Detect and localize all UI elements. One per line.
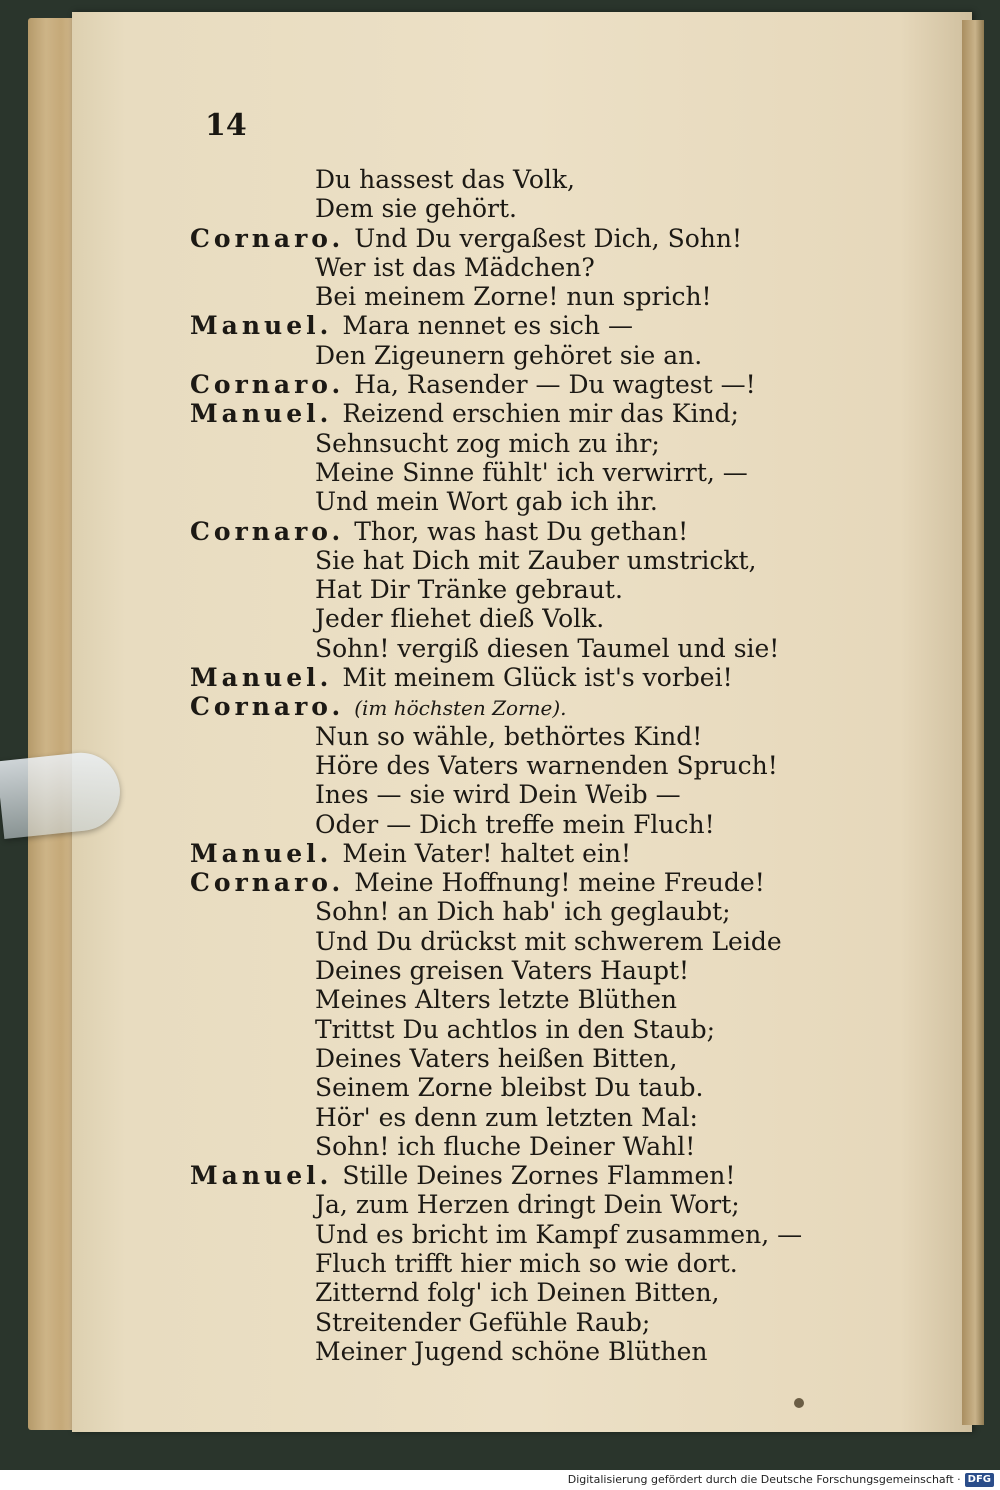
speaker-name: Cornaro.: [190, 370, 345, 400]
line-text: Meine Hoffnung! meine Freude!: [354, 868, 765, 898]
line-text: Sie hat Dich mit Zauber umstrickt,: [315, 545, 757, 575]
verse-line: [190, 1015, 890, 1044]
speaker-name: Cornaro.: [190, 223, 345, 253]
verse-line: [190, 429, 890, 458]
line-text: Hör' es denn zum letzten Mal:: [315, 1102, 698, 1132]
speaker-line: [190, 839, 890, 868]
speaker-line: [190, 663, 890, 692]
line-text: Fluch trifft hier mich so wie dort.: [315, 1248, 738, 1278]
speaker-line: [190, 224, 890, 253]
verse-line: [190, 1073, 890, 1102]
line-text: Trittst Du achtlos in den Staub;: [315, 1014, 715, 1044]
line-text: Deines greisen Vaters Haupt!: [315, 956, 690, 986]
line-text: Dem sie gehört.: [315, 194, 517, 224]
line-text: Und mein Wort gab ich ihr.: [315, 487, 658, 517]
line-text: Deines Vaters heißen Bitten,: [315, 1043, 678, 1073]
line-text: Hat Dir Tränke gebraut.: [315, 575, 623, 605]
line-text: Ines — sie wird Dein Weib —: [315, 780, 681, 810]
speaker-line: [190, 1161, 890, 1190]
line-text: Zitternd folg' ich Deinen Bitten,: [315, 1278, 720, 1308]
speaker-name: Manuel.: [190, 1161, 333, 1191]
verse-line: [190, 1103, 890, 1132]
line-text: Meines Alters letzte Blüthen: [315, 985, 677, 1015]
verse-line: [190, 1044, 890, 1073]
line-text: Bei meinem Zorne! nun sprich!: [315, 282, 712, 312]
speaker-name: Manuel.: [190, 663, 333, 693]
line-text: Seinem Zorne bleibst Du taub.: [315, 1073, 704, 1103]
line-text: Ha, Rasender — Du wagtest —!: [354, 370, 756, 400]
line-text: Jeder fliehet dieß Volk.: [315, 604, 605, 634]
verse-line: [190, 897, 890, 926]
speaker-line: [190, 370, 890, 399]
verse-line: [190, 985, 890, 1014]
line-text: Ja, zum Herzen dringt Dein Wort;: [315, 1190, 740, 1220]
verse-line: [190, 751, 890, 780]
verse-line: [190, 927, 890, 956]
verse-line: [190, 1337, 890, 1366]
line-text: Mara nennet es sich —: [342, 311, 633, 341]
verse-line: [190, 282, 890, 311]
speaker-name: Cornaro.: [190, 868, 345, 898]
facing-page-edge: [962, 20, 984, 1425]
line-text: Sohn! an Dich hab' ich geglaubt;: [315, 897, 731, 927]
verse-line: [190, 1132, 890, 1161]
speaker-name: Manuel.: [190, 311, 333, 341]
verse-line: [190, 458, 890, 487]
speaker-name: Manuel.: [190, 838, 333, 868]
line-text: Reizend erschien mir das Kind;: [342, 399, 739, 429]
verse-line: [190, 253, 890, 282]
verse-line: [190, 1278, 890, 1307]
verse-line: [190, 165, 890, 194]
verse-line: [190, 194, 890, 223]
line-text: Mein Vater! haltet ein!: [342, 838, 632, 868]
line-text: Oder — Dich treffe mein Fluch!: [315, 809, 715, 839]
verse-line: [190, 722, 890, 751]
footer-text: Digitalisierung gefördert durch die Deutsche Forschungsgemeinschaft ·: [567, 1473, 961, 1486]
line-text: Wer ist das Mädchen?: [315, 252, 595, 282]
dfg-logo-icon: DFG: [965, 1473, 994, 1487]
line-text: Und Du vergaßest Dich, Sohn!: [354, 223, 743, 253]
verse-line: [190, 546, 890, 575]
line-text: Sohn! ich fluche Deiner Wahl!: [315, 1131, 696, 1161]
paper-spot: [794, 1398, 804, 1408]
line-text: Höre des Vaters warnenden Spruch!: [315, 750, 778, 780]
line-text: Sehnsucht zog mich zu ihr;: [315, 428, 660, 458]
line-text: Thor, was hast Du gethan!: [354, 516, 689, 546]
page-text: [190, 165, 890, 1366]
speaker-line: [190, 692, 890, 721]
verse-line: [190, 1220, 890, 1249]
line-text: Und Du drückst mit schwerem Leide: [315, 926, 782, 956]
line-text: Den Zigeunern gehöret sie an.: [315, 340, 703, 370]
speaker-line: [190, 311, 890, 340]
line-text: Mit meinem Glück ist's vorbei!: [342, 663, 733, 693]
line-text: Und es bricht im Kampf zusammen, —: [315, 1219, 803, 1249]
digitization-footer: [0, 1470, 1000, 1490]
line-text: Sohn! vergiß diesen Taumel und sie!: [315, 633, 780, 663]
speaker-name: Manuel.: [190, 399, 333, 429]
page-number: 14: [205, 108, 247, 143]
stage-direction: (im höchsten Zorne).: [354, 696, 567, 721]
line-text: Streitender Gefühle Raub;: [315, 1307, 651, 1337]
verse-line: [190, 1190, 890, 1219]
verse-line: [190, 1308, 890, 1337]
speaker-line: [190, 517, 890, 546]
speaker-line: [190, 868, 890, 897]
verse-line: [190, 780, 890, 809]
speaker-name: Cornaro.: [190, 516, 345, 546]
line-text: Meiner Jugend schöne Blüthen: [315, 1336, 708, 1366]
line-text: Du hassest das Volk,: [315, 165, 575, 194]
line-text: Stille Deines Zornes Flammen!: [342, 1161, 736, 1191]
verse-line: [190, 634, 890, 663]
verse-line: [190, 604, 890, 633]
verse-line: [190, 956, 890, 985]
verse-line: [190, 810, 890, 839]
verse-line: [190, 341, 890, 370]
verse-line: [190, 575, 890, 604]
speaker-name: Cornaro.: [190, 692, 345, 722]
verse-line: [190, 1249, 890, 1278]
line-text: Nun so wähle, bethörtes Kind!: [315, 721, 703, 751]
line-text: Meine Sinne fühlt' ich verwirrt, —: [315, 457, 748, 487]
verse-line: [190, 487, 890, 516]
speaker-line: [190, 399, 890, 428]
